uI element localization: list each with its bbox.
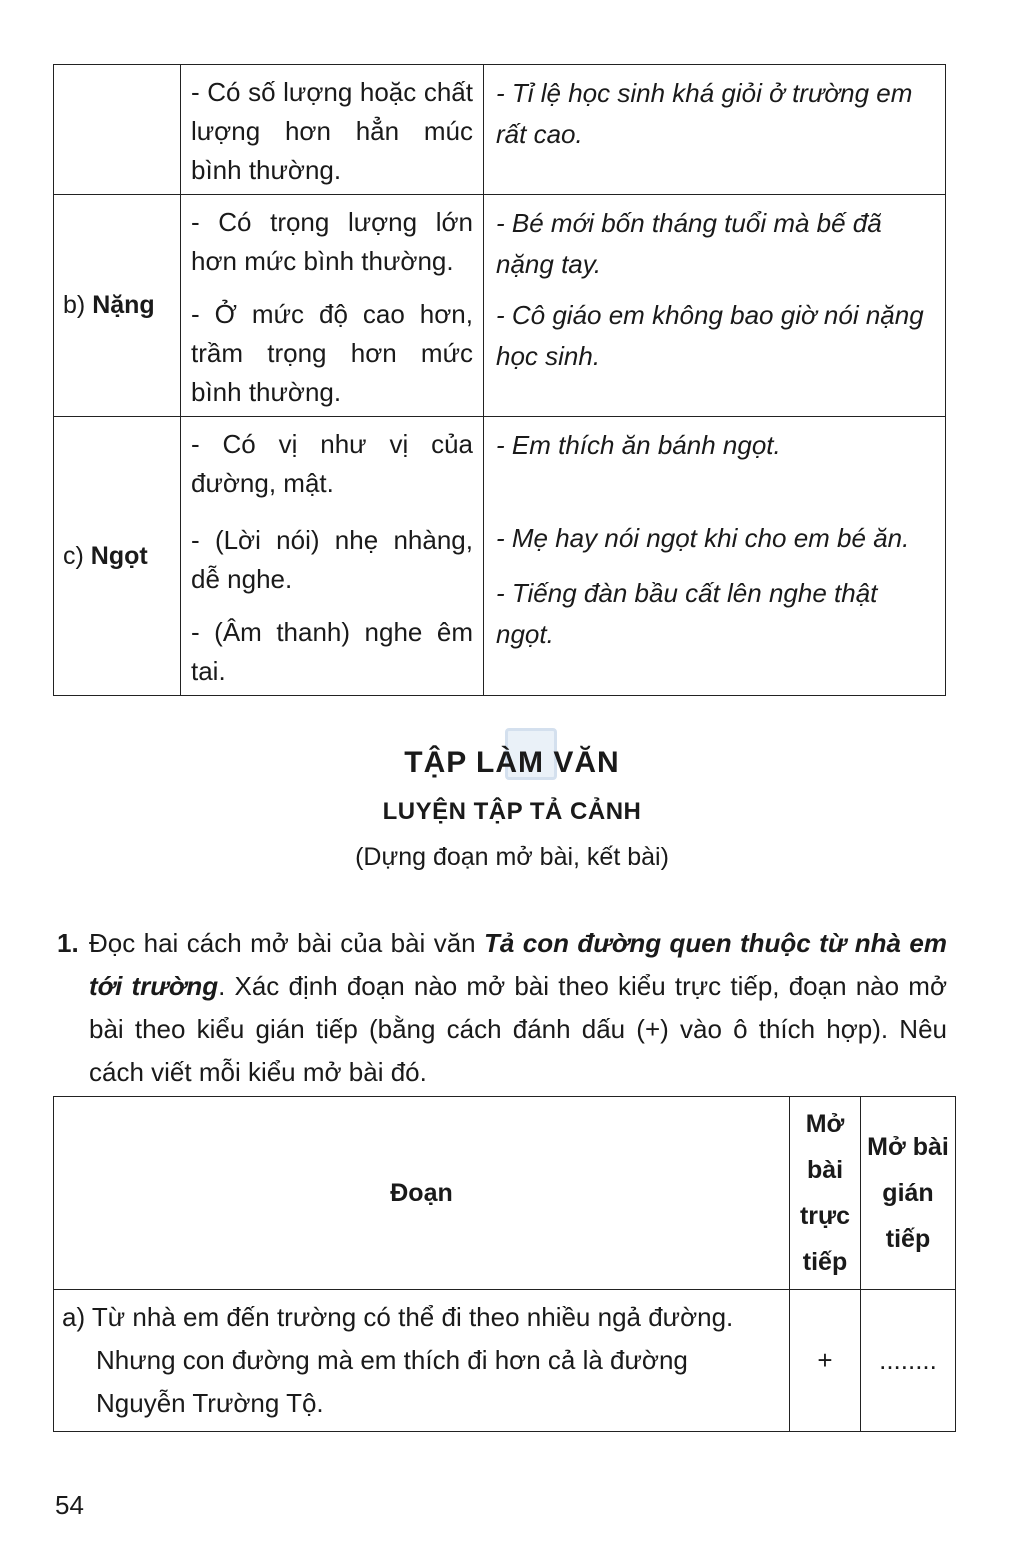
meaning-item: - (Âm thanh) nghe êm tai. — [191, 617, 473, 686]
page-number: 54 — [55, 1490, 84, 1520]
paragraph-text: Từ nhà em đến trường có thể đi theo nhiều ngả đường. Nhưng con đường mà em thích đi hơn cả là đường Nguyễn Trường Tộ. — [91, 1302, 734, 1418]
header-indirect: Mở bài gián tiếp — [861, 1097, 956, 1290]
meaning-item: - Ở mức độ cao hơn, trầm trọng hơn mức bình thường. — [191, 299, 473, 407]
task-text: Đọc hai cách mở bài của bài văn Tả con đường quen thuộc từ nhà em tới trường. Xác định đoạn nào mở bài theo kiểu trực tiếp, đoạn nào mở bài theo kiểu gián tiếp (bằng cách đánh dấu (+) vào ô thích hợp). Nêu cách viết mỗi kiểu mở bài đó. — [89, 928, 948, 1087]
task-number: 1. — [57, 928, 79, 958]
table-row — [54, 65, 946, 195]
example-item: - Cô giáo em không bao giờ nói nặng học sinh. — [496, 300, 924, 371]
paragraph-label: a) — [62, 1302, 86, 1332]
word-meaning-table — [53, 64, 946, 696]
table-row — [54, 1290, 956, 1432]
meaning-item: - Có trọng lượng lớn hơn mức bình thường. — [191, 207, 473, 276]
meaning-item: - (Lời nói) nhẹ nhàng, dễ nghe. — [191, 525, 473, 594]
essay-title: Tả con đường quen thuộc từ nhà em tới trường — [89, 928, 947, 1001]
word-cell: c) Ngọt — [54, 417, 181, 696]
table-row — [54, 195, 946, 417]
header-direct: Mở bài trực tiếp — [790, 1097, 861, 1290]
example-cell — [484, 65, 946, 195]
meaning-cell — [181, 417, 484, 696]
section-note: (Dựng đoạn mở bài, kết bài) — [355, 843, 669, 871]
direct-mark-cell: + — [790, 1290, 861, 1432]
example-item: - Tỉ lệ học sinh khá giỏi ở trường em rất cao. — [496, 78, 913, 149]
table-header-row — [54, 1097, 956, 1290]
example-cell — [484, 417, 946, 696]
example-cell — [484, 195, 946, 417]
indirect-answer-blank: ........ — [861, 1290, 956, 1432]
word-cell: b) Nặng — [54, 195, 181, 417]
meaning-item: - Có số lượng hoặc chất lượng hơn hẳn múc bình thường. — [191, 77, 473, 185]
meaning-cell — [181, 65, 484, 195]
example-item: - Bé mới bốn tháng tuổi mà bế đã nặng tay. — [496, 208, 882, 279]
paragraph-a — [54, 1290, 790, 1432]
section-subtitle: LUYỆN TẬP TẢ CẢNH — [382, 798, 642, 825]
task-1 — [57, 922, 947, 1094]
example-item: - Em thích ăn bánh ngọt. — [496, 430, 781, 460]
table-row — [54, 417, 946, 696]
word-cell — [54, 65, 181, 195]
section-title: TẬP LÀM VĂN — [404, 746, 620, 779]
meaning-item: - Có vị như vị của đường, mật. — [191, 429, 473, 498]
header-doan: Đoạn — [54, 1097, 790, 1290]
meaning-cell — [181, 195, 484, 417]
opening-type-table — [53, 1096, 956, 1432]
example-item: - Tiếng đàn bầu cất lên nghe thật ngọt. — [496, 578, 878, 649]
example-item: - Mẹ hay nói ngọt khi cho em bé ăn. — [496, 523, 910, 553]
